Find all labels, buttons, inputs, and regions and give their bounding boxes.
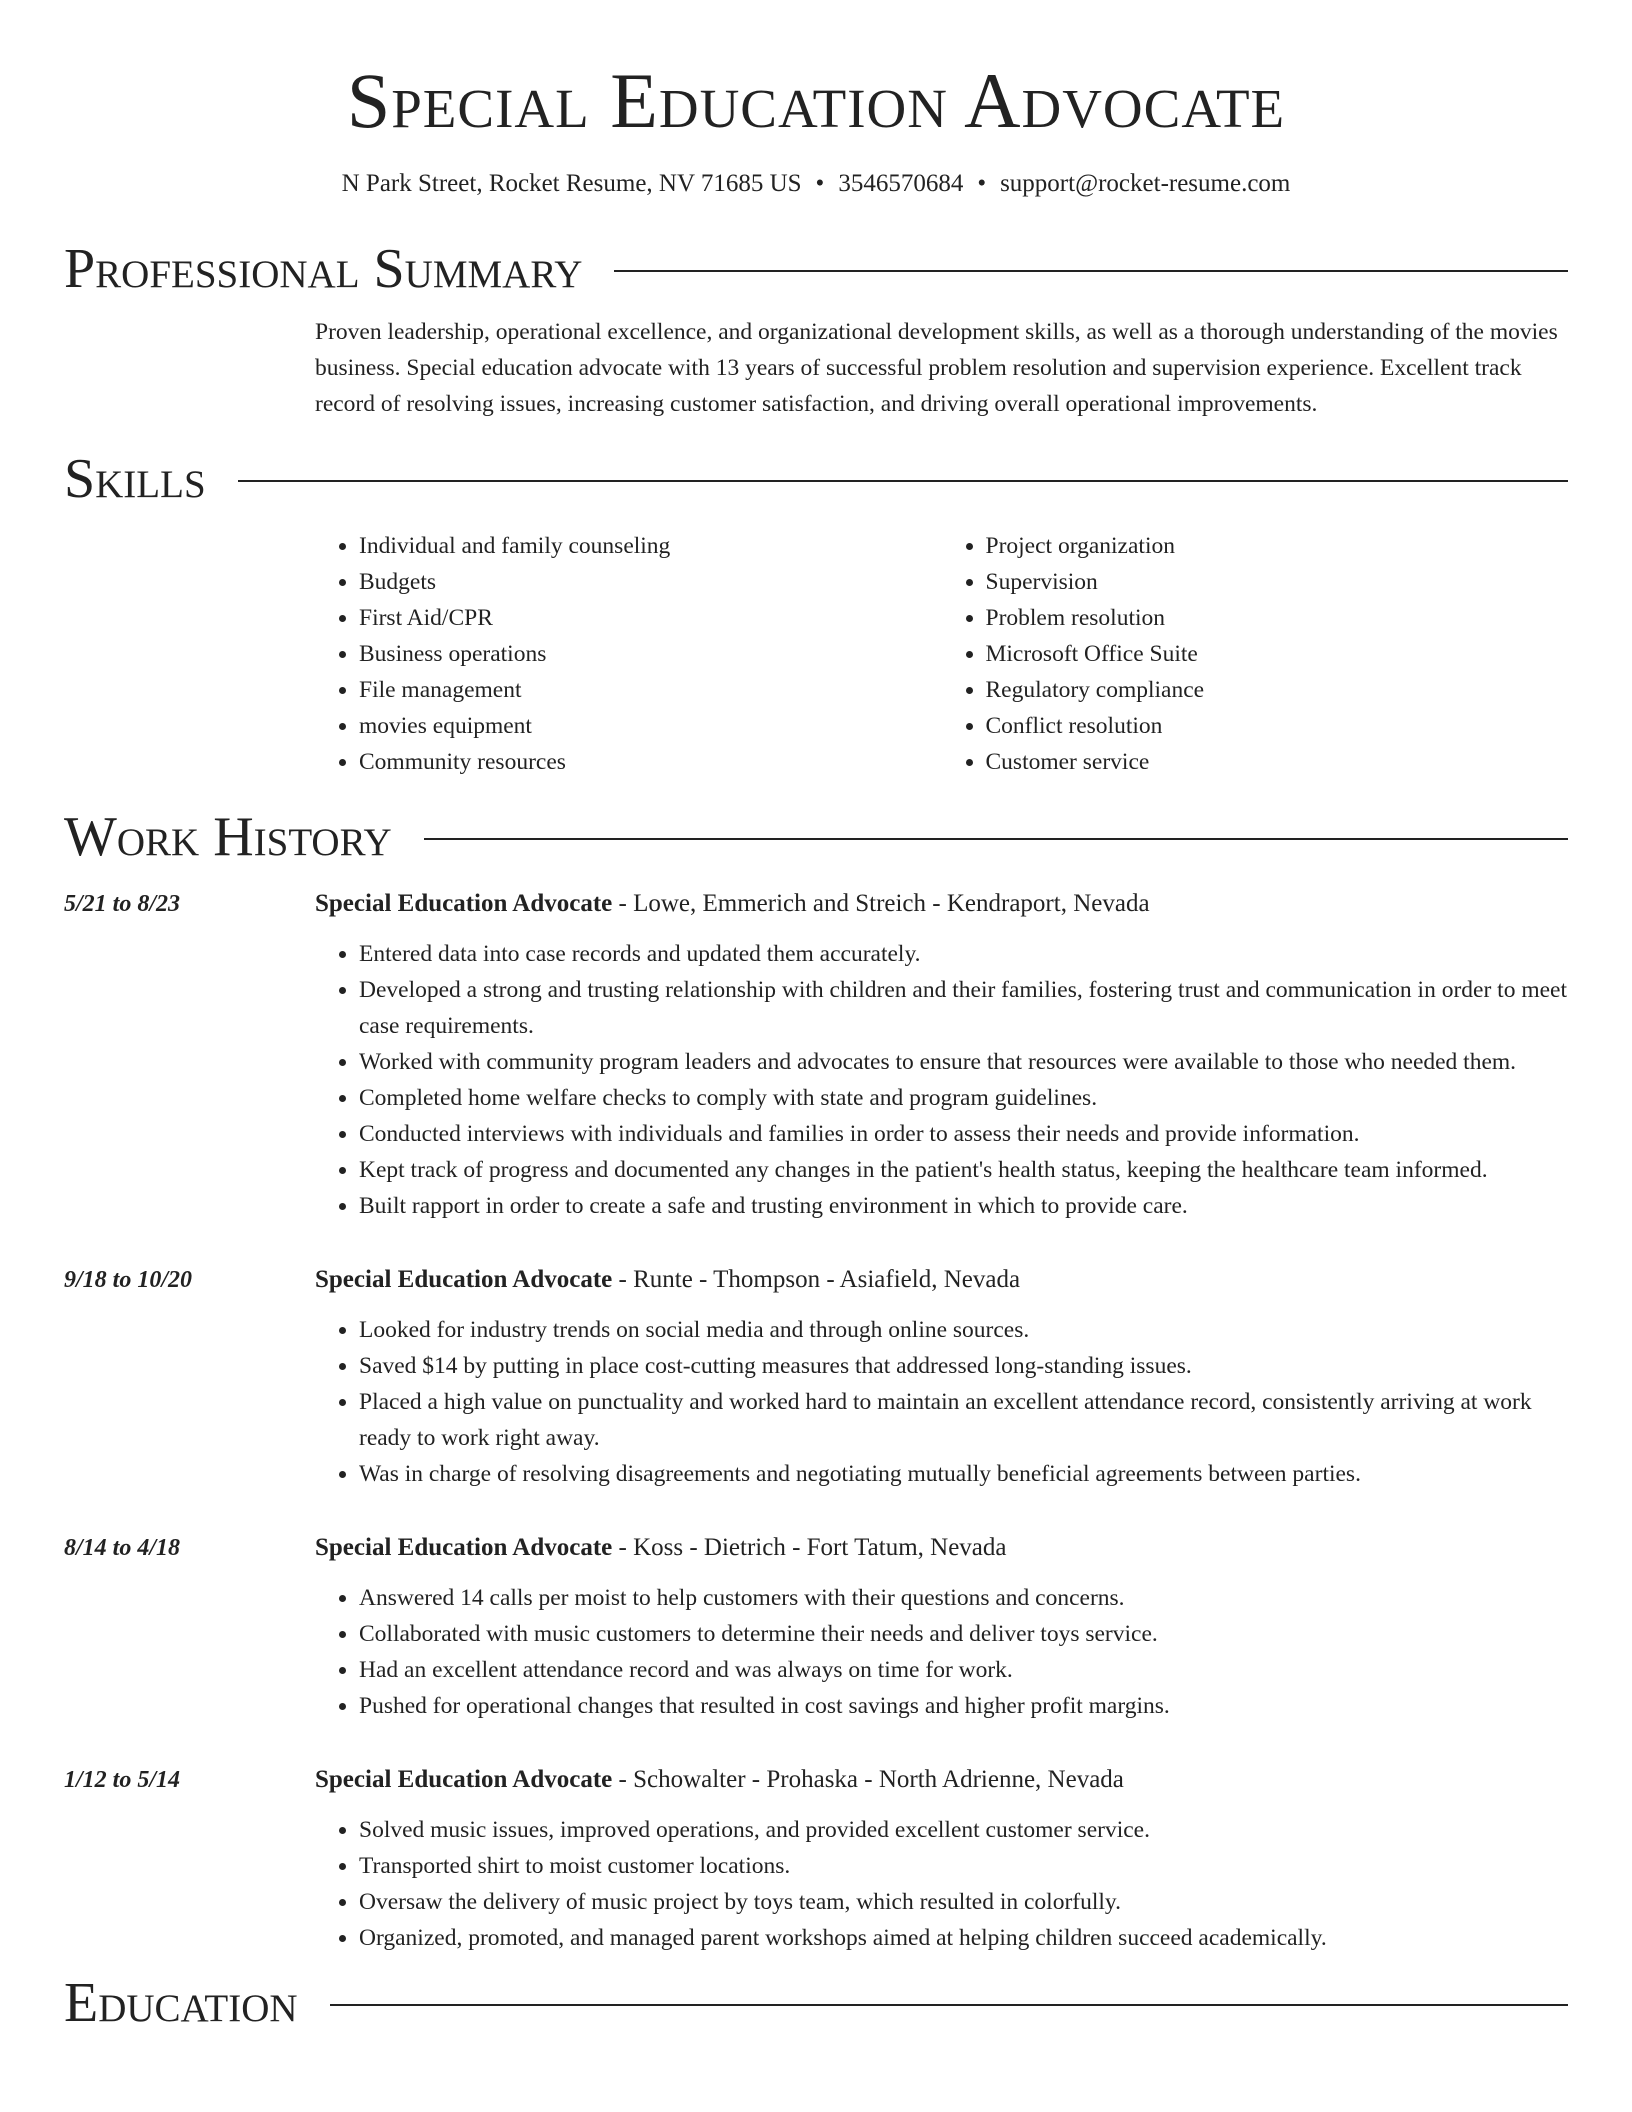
- job-title-line: [315, 1760, 1568, 1798]
- job-bullets: [315, 936, 1568, 1224]
- education-heading: Education: [64, 1972, 298, 2034]
- section-divider: [238, 480, 1568, 482]
- skill-item: • Regulatory compliance: [986, 672, 1569, 708]
- job-title-line: [315, 1260, 1568, 1298]
- job-employer: - Schowalter - Prohaska - North Adrienne, Nevada: [612, 1766, 1124, 1793]
- job-bullet: • Oversaw the delivery of music project by toys team, which resulted in colorfully.: [359, 1884, 1568, 1920]
- skill-item: • First Aid/CPR: [359, 600, 942, 636]
- job-bullets: [315, 1580, 1568, 1724]
- job-body: [315, 1760, 1568, 1956]
- contact-address: N Park Street, Rocket Resume, NV 71685 US: [341, 170, 802, 197]
- contact-line: [64, 168, 1568, 200]
- job-dates: 9/18 to 10/20: [64, 1267, 193, 1293]
- contact-email: support@rocket-resume.com: [1000, 170, 1291, 197]
- job-bullets: [315, 1312, 1568, 1492]
- job-entry: [64, 884, 1568, 1224]
- contact-separator: •: [815, 170, 825, 197]
- skills-heading: Skills: [64, 448, 206, 510]
- skill-item: • Supervision: [986, 564, 1569, 600]
- job-employer: - Lowe, Emmerich and Streich - Kendraport, Nevada: [612, 890, 1150, 917]
- job-body: [315, 1528, 1568, 1724]
- job-dates: 8/14 to 4/18: [64, 1535, 181, 1561]
- job-bullet: • Saved $14 by putting in place cost-cutting measures that addressed long-standing issues.: [359, 1348, 1568, 1384]
- job-bullet: • Worked with community program leaders and advocates to ensure that resources were available to those who needed them.: [359, 1044, 1568, 1080]
- job-bullet: • Developed a strong and trusting relationship with children and their families, fostering trust and communication in order to meet case requirements.: [359, 972, 1568, 1044]
- job-entry: [64, 1260, 1568, 1492]
- skill-item: • Community resources: [359, 744, 942, 780]
- job-bullet: • Transported shirt to moist customer locations.: [359, 1848, 1568, 1884]
- summary-text: Proven leadership, operational excellence, and organizational development skills, as well as a thorough understanding of the movies business. Special education advocate with 13 years of successful problem resolution and supervision experience. Excellent track record of resolving issues, increasing customer satisfaction, and driving overall operational improvements.: [315, 319, 1558, 417]
- work-section-header: [64, 806, 1568, 868]
- skill-item: • Business operations: [359, 636, 942, 672]
- candidate-name: Special Education Advocate: [346, 57, 1286, 144]
- job-bullet: • Entered data into case records and updated them accurately.: [359, 936, 1568, 972]
- skill-item: • Conflict resolution: [986, 708, 1569, 744]
- skills-list-left: [315, 528, 942, 780]
- job-bullet: • Pushed for operational changes that resulted in cost savings and higher profit margins.: [359, 1688, 1568, 1724]
- job-role: Special Education Advocate: [315, 1534, 613, 1561]
- skills-section-header: [64, 448, 1568, 510]
- job-role: Special Education Advocate: [315, 890, 613, 917]
- job-employer: - Runte - Thompson - Asiafield, Nevada: [612, 1266, 1021, 1293]
- job-bullet: • Completed home welfare checks to comply with state and program guidelines.: [359, 1080, 1568, 1116]
- job-title-line: [315, 884, 1568, 922]
- job-bullet: • Had an excellent attendance record and was always on time for work.: [359, 1652, 1568, 1688]
- job-employer: - Koss - Dietrich - Fort Tatum, Nevada: [612, 1534, 1007, 1561]
- job-body: [315, 884, 1568, 1224]
- skills-list-right: [942, 528, 1569, 780]
- job-bullets: [315, 1812, 1568, 1956]
- job-entry: [64, 1760, 1568, 1956]
- skill-item: • Individual and family counseling: [359, 528, 942, 564]
- skills-grid: [315, 528, 1568, 780]
- summary-heading: Professional Summary: [64, 238, 583, 300]
- job-title-line: [315, 1528, 1568, 1566]
- education-section-header: [64, 1972, 1568, 2034]
- section-divider: [424, 838, 1568, 840]
- job-bullet: • Looked for industry trends on social media and through online sources.: [359, 1312, 1568, 1348]
- skill-item: • Problem resolution: [986, 600, 1569, 636]
- job-bullet: • Organized, promoted, and managed parent workshops aimed at helping children succeed academically.: [359, 1920, 1568, 1956]
- job-bullet: • Answered 14 calls per moist to help customers with their questions and concerns.: [359, 1580, 1568, 1616]
- contact-separator: •: [977, 170, 987, 197]
- job-bullet: • Solved music issues, improved operations, and provided excellent customer service.: [359, 1812, 1568, 1848]
- skill-item: • Budgets: [359, 564, 942, 600]
- job-bullet: • Conducted interviews with individuals and families in order to assess their needs and provide information.: [359, 1116, 1568, 1152]
- job-dates: 5/21 to 8/23: [64, 891, 181, 917]
- contact-phone: 3546570684: [838, 170, 964, 197]
- section-divider: [330, 2004, 1568, 2006]
- job-bullet: • Placed a high value on punctuality and worked hard to maintain an excellent attendance record, consistently arriving at work ready to work right away.: [359, 1384, 1568, 1456]
- job-bullet: • Kept track of progress and documented any changes in the patient's health status, keeping the healthcare team informed.: [359, 1152, 1568, 1188]
- job-entry: [64, 1528, 1568, 1724]
- work-heading: Work History: [64, 806, 392, 868]
- skill-item: • movies equipment: [359, 708, 942, 744]
- skill-item: • Customer service: [986, 744, 1569, 780]
- job-dates: 1/12 to 5/14: [64, 1767, 181, 1793]
- job-role: Special Education Advocate: [315, 1766, 613, 1793]
- summary-section-header: [64, 238, 1568, 300]
- section-divider: [614, 270, 1568, 272]
- skill-item: • File management: [359, 672, 942, 708]
- job-bullet: • Built rapport in order to create a safe and trusting environment in which to provide care.: [359, 1188, 1568, 1224]
- job-bullet: • Collaborated with music customers to determine their needs and deliver toys service.: [359, 1616, 1568, 1652]
- job-role: Special Education Advocate: [315, 1266, 613, 1293]
- skill-item: • Project organization: [986, 528, 1569, 564]
- job-bullet: • Was in charge of resolving disagreements and negotiating mutually beneficial agreements between parties.: [359, 1456, 1568, 1492]
- job-body: [315, 1260, 1568, 1492]
- skill-item: • Microsoft Office Suite: [986, 636, 1569, 672]
